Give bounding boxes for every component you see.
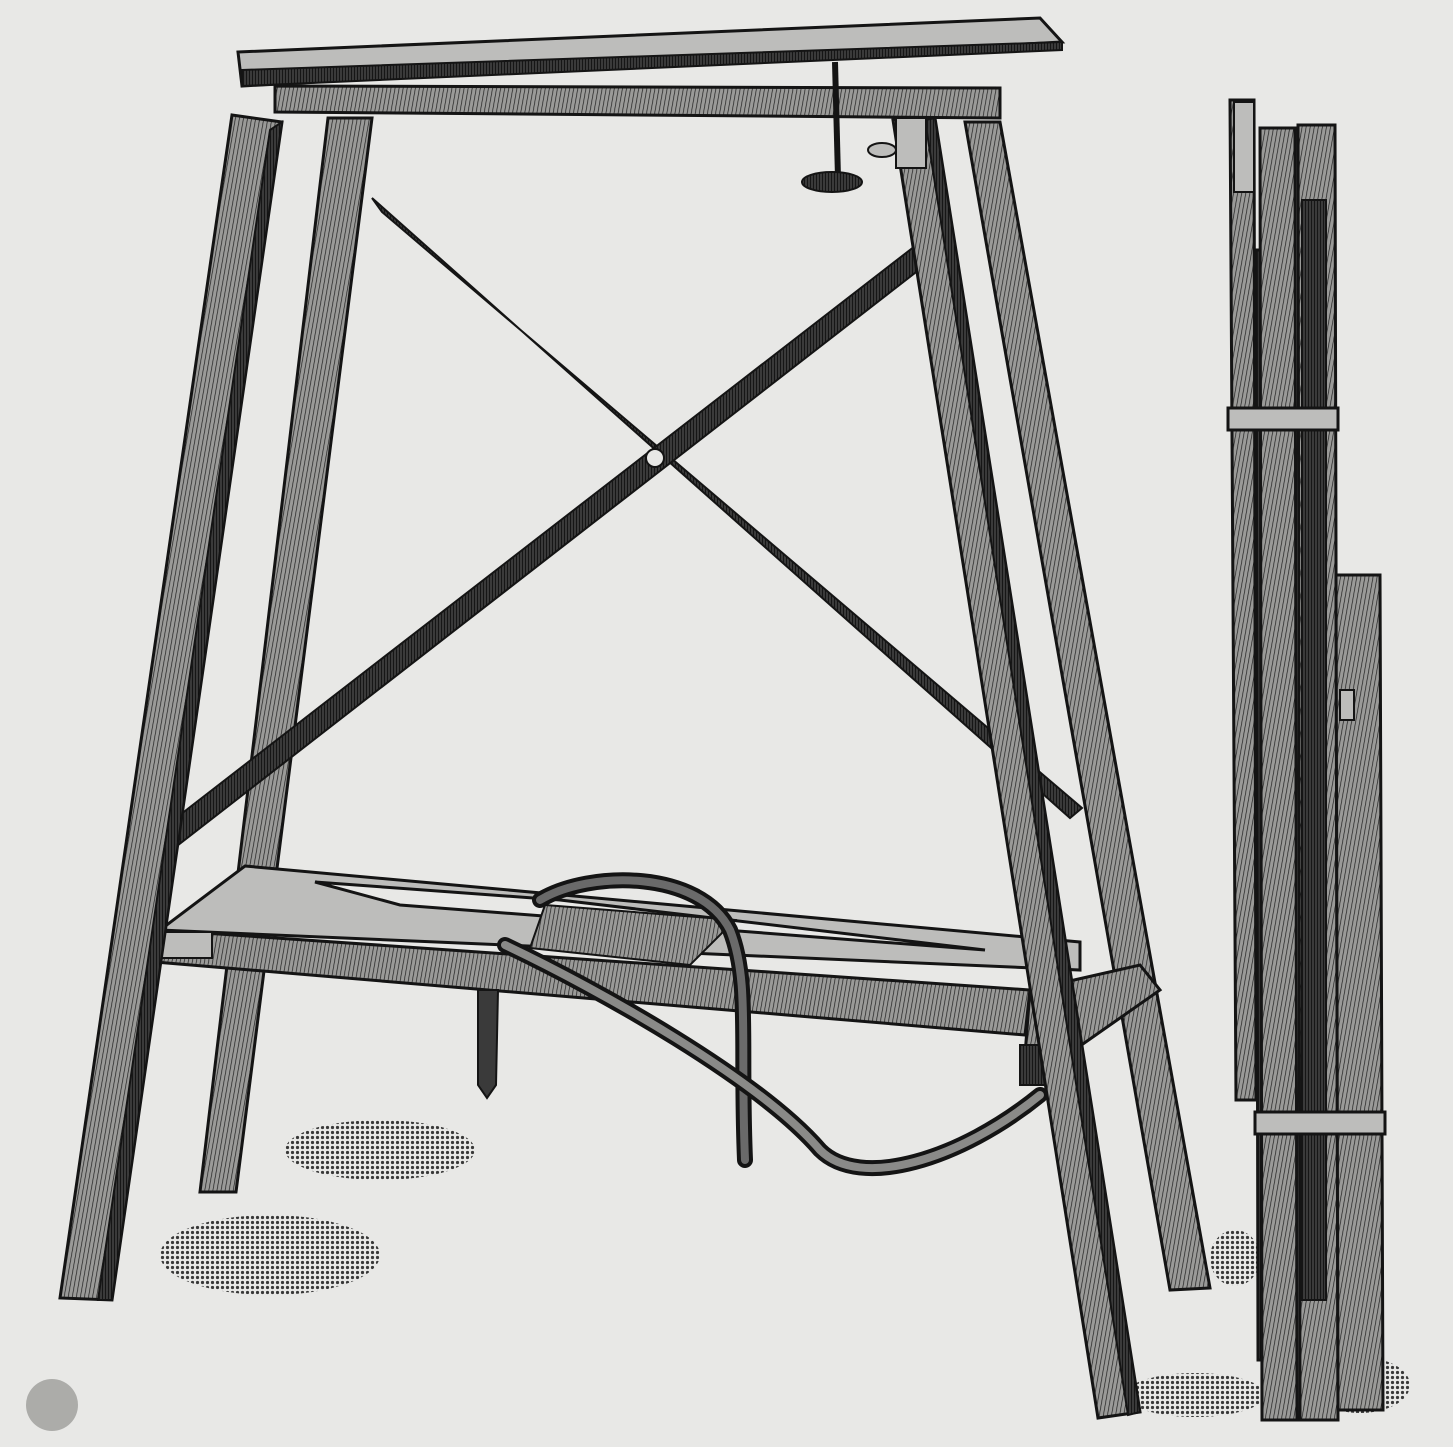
folded-leg-outer <box>1230 100 1256 1100</box>
shelf-bracket-plate <box>158 932 212 958</box>
shadow-left-back <box>285 1120 475 1180</box>
adjusting-screw-shaft <box>835 62 838 178</box>
lower-shelf <box>155 866 1160 1085</box>
ink-smudge <box>26 1379 78 1431</box>
folded-hinge-plate <box>1234 102 1254 192</box>
folded-clip <box>1340 690 1354 720</box>
corner-hinge-plate <box>896 118 926 168</box>
folded-leg-middle <box>1260 128 1297 1420</box>
strap-hanging-end <box>478 990 498 1098</box>
folded-stand <box>1228 100 1385 1420</box>
folded-band-upper <box>1228 408 1338 430</box>
shadow-right-front <box>1125 1373 1265 1417</box>
shadow-right-back <box>1210 1230 1260 1286</box>
top-frame-crossbar <box>275 86 1000 118</box>
shadow-left-front <box>160 1215 380 1295</box>
side-clamp-knob <box>868 143 896 157</box>
front-left-leg-edge <box>98 122 282 1300</box>
folded-band-lower <box>1255 1112 1385 1134</box>
cross-brace-bar-2 <box>132 236 942 870</box>
cross-brace-pin <box>646 449 664 467</box>
adjusting-screw-knob <box>802 172 862 192</box>
